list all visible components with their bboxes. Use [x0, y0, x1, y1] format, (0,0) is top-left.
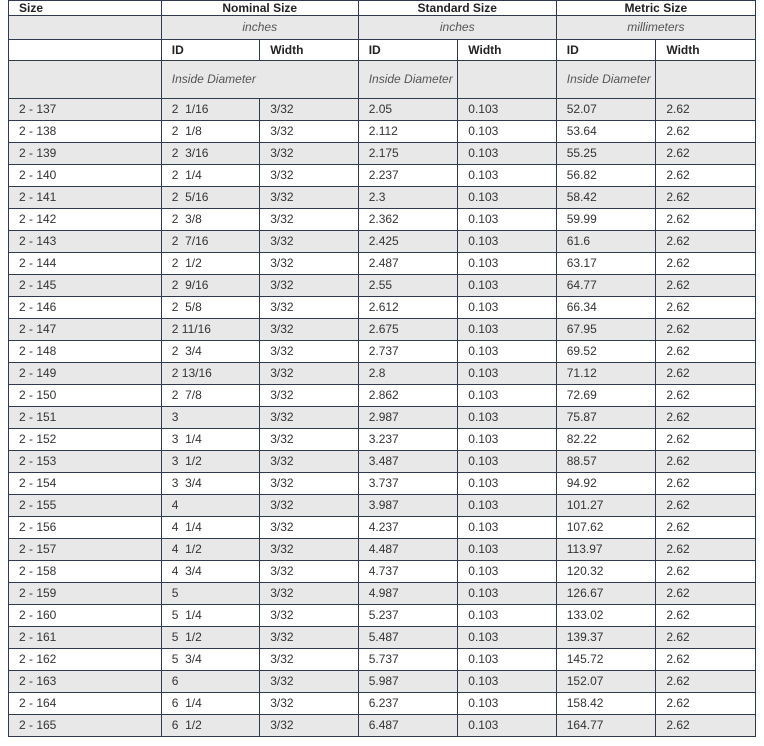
- standard-width-cell: 0.103: [458, 253, 556, 275]
- metric-id-cell: 53.64: [556, 121, 656, 143]
- standard-id-cell: 4.237: [358, 517, 458, 539]
- description-row: [9, 61, 756, 99]
- metric-id-cell: 71.12: [556, 363, 656, 385]
- table-row: [9, 715, 756, 737]
- metric-id-cell: 164.77: [556, 715, 656, 737]
- standard-id-cell: 2.3: [358, 187, 458, 209]
- nominal-width-cell: 3/32: [260, 561, 358, 583]
- table-row: [9, 253, 756, 275]
- nominal-width-cell: 3/32: [260, 693, 358, 715]
- nominal-width-cell: 3/32: [260, 539, 358, 561]
- size-cell: 2 - 158: [9, 561, 162, 583]
- metric-id-cell: 69.52: [556, 341, 656, 363]
- table-row: [9, 407, 756, 429]
- nominal-id-cell: 2 3/8: [161, 209, 259, 231]
- standard-size-header: Standard Size: [358, 1, 556, 16]
- standard-width-cell: 0.103: [458, 275, 556, 297]
- table-row: [9, 429, 756, 451]
- metric-id-cell: 82.22: [556, 429, 656, 451]
- size-cell: 2 - 149: [9, 363, 162, 385]
- standard-id-cell: 3.737: [358, 473, 458, 495]
- nominal-size-header: Nominal Size: [161, 1, 358, 16]
- nominal-id-cell: 2 13/16: [161, 363, 259, 385]
- standard-id-cell: 5.237: [358, 605, 458, 627]
- nominal-id-cell: 2 7/16: [161, 231, 259, 253]
- metric-width-cell: 2.62: [656, 341, 756, 363]
- standard-width-cell: 0.103: [458, 693, 556, 715]
- standard-id-cell: 2.862: [358, 385, 458, 407]
- metric-id-cell: 72.69: [556, 385, 656, 407]
- metric-width-cell: 2.62: [656, 209, 756, 231]
- units-blank-cell: [9, 16, 162, 40]
- standard-id-cell: 2.237: [358, 165, 458, 187]
- nominal-id-cell: 3 1/2: [161, 451, 259, 473]
- metric-id-cell: 107.62: [556, 517, 656, 539]
- table-row: [9, 209, 756, 231]
- nominal-width-cell: 3/32: [260, 165, 358, 187]
- standard-width-cell: 0.103: [458, 539, 556, 561]
- standard-width-cell: 0.103: [458, 627, 556, 649]
- size-cell: 2 - 150: [9, 385, 162, 407]
- standard-id-cell: 6.487: [358, 715, 458, 737]
- metric-id-cell: 58.42: [556, 187, 656, 209]
- metric-width-cell: 2.62: [656, 187, 756, 209]
- metric-width-cell: 2.62: [656, 561, 756, 583]
- table-row: [9, 363, 756, 385]
- description-blank-cell: [9, 61, 162, 99]
- metric-id-cell: 126.67: [556, 583, 656, 605]
- size-cell: 2 - 160: [9, 605, 162, 627]
- standard-width-cell: 0.103: [458, 231, 556, 253]
- nominal-id-description: Inside Diameter: [161, 61, 358, 99]
- size-cell: 2 - 163: [9, 671, 162, 693]
- standard-width-cell: 0.103: [458, 429, 556, 451]
- standard-id-cell: 3.237: [358, 429, 458, 451]
- standard-width-cell: 0.103: [458, 341, 556, 363]
- nominal-id-cell: 2 3/16: [161, 143, 259, 165]
- nominal-width-cell: 3/32: [260, 517, 358, 539]
- nominal-width-cell: 3/32: [260, 473, 358, 495]
- nominal-width-cell: 3/32: [260, 429, 358, 451]
- table-row: [9, 275, 756, 297]
- metric-width-cell: 2.62: [656, 319, 756, 341]
- subheader-row: [9, 40, 756, 61]
- metric-width-cell: 2.62: [656, 253, 756, 275]
- standard-id-cell: 4.737: [358, 561, 458, 583]
- table-row: [9, 583, 756, 605]
- table-row: [9, 473, 756, 495]
- standard-units: inches: [358, 16, 556, 40]
- metric-width-cell: 2.62: [656, 231, 756, 253]
- table-row: [9, 517, 756, 539]
- nominal-width-cell: 3/32: [260, 187, 358, 209]
- metric-width-cell: 2.62: [656, 165, 756, 187]
- nominal-id-cell: 2 1/16: [161, 99, 259, 121]
- nominal-width-cell: 3/32: [260, 451, 358, 473]
- metric-id-cell: 120.32: [556, 561, 656, 583]
- standard-id-cell: 2.8: [358, 363, 458, 385]
- standard-width-description-blank: [458, 61, 556, 99]
- standard-id-cell: 4.987: [358, 583, 458, 605]
- nominal-id-cell: 2 5/16: [161, 187, 259, 209]
- standard-id-cell: 5.987: [358, 671, 458, 693]
- metric-width-cell: 2.62: [656, 99, 756, 121]
- metric-width-cell: 2.62: [656, 693, 756, 715]
- nominal-width-cell: 3/32: [260, 231, 358, 253]
- header-row: [9, 1, 756, 16]
- nominal-id-cell: 2 11/16: [161, 319, 259, 341]
- metric-id-cell: 67.95: [556, 319, 656, 341]
- table-row: [9, 165, 756, 187]
- size-cell: 2 - 155: [9, 495, 162, 517]
- metric-width-cell: 2.62: [656, 451, 756, 473]
- metric-width-cell: 2.62: [656, 627, 756, 649]
- metric-width-cell: 2.62: [656, 121, 756, 143]
- standard-width-cell: 0.103: [458, 451, 556, 473]
- metric-width-cell: 2.62: [656, 385, 756, 407]
- nominal-id-cell: 5: [161, 583, 259, 605]
- size-cell: 2 - 141: [9, 187, 162, 209]
- standard-id-cell: 2.987: [358, 407, 458, 429]
- standard-id-cell: 2.487: [358, 253, 458, 275]
- nominal-width-header: Width: [260, 40, 358, 61]
- nominal-id-cell: 4: [161, 495, 259, 517]
- metric-id-cell: 52.07: [556, 99, 656, 121]
- size-cell: 2 - 161: [9, 627, 162, 649]
- standard-width-cell: 0.103: [458, 165, 556, 187]
- size-cell: 2 - 164: [9, 693, 162, 715]
- standard-width-cell: 0.103: [458, 671, 556, 693]
- nominal-width-cell: 3/32: [260, 297, 358, 319]
- table-row: [9, 693, 756, 715]
- nominal-width-cell: 3/32: [260, 495, 358, 517]
- nominal-id-header: ID: [161, 40, 259, 61]
- table-row: [9, 187, 756, 209]
- standard-id-cell: 2.05: [358, 99, 458, 121]
- nominal-id-cell: 4 3/4: [161, 561, 259, 583]
- size-cell: 2 - 138: [9, 121, 162, 143]
- size-cell: 2 - 153: [9, 451, 162, 473]
- standard-id-header: ID: [358, 40, 458, 61]
- nominal-width-cell: 3/32: [260, 627, 358, 649]
- standard-width-cell: 0.103: [458, 605, 556, 627]
- metric-width-cell: 2.62: [656, 671, 756, 693]
- standard-id-cell: 3.487: [358, 451, 458, 473]
- standard-width-cell: 0.103: [458, 649, 556, 671]
- metric-id-cell: 64.77: [556, 275, 656, 297]
- metric-width-cell: 2.62: [656, 605, 756, 627]
- size-cell: 2 - 162: [9, 649, 162, 671]
- nominal-id-cell: 2 1/8: [161, 121, 259, 143]
- metric-width-cell: 2.62: [656, 297, 756, 319]
- table-row: [9, 451, 756, 473]
- standard-id-cell: 2.612: [358, 297, 458, 319]
- size-cell: 2 - 148: [9, 341, 162, 363]
- metric-size-header: Metric Size: [556, 1, 755, 16]
- metric-id-cell: 66.34: [556, 297, 656, 319]
- standard-id-cell: 2.737: [358, 341, 458, 363]
- table-row: [9, 231, 756, 253]
- metric-id-cell: 158.42: [556, 693, 656, 715]
- size-cell: 2 - 140: [9, 165, 162, 187]
- nominal-width-cell: 3/32: [260, 99, 358, 121]
- nominal-id-cell: 2 9/16: [161, 275, 259, 297]
- nominal-id-cell: 5 3/4: [161, 649, 259, 671]
- metric-id-cell: 139.37: [556, 627, 656, 649]
- standard-width-cell: 0.103: [458, 319, 556, 341]
- standard-width-cell: 0.103: [458, 473, 556, 495]
- metric-id-cell: 152.07: [556, 671, 656, 693]
- standard-id-cell: 2.175: [358, 143, 458, 165]
- standard-width-cell: 0.103: [458, 209, 556, 231]
- standard-width-cell: 0.103: [458, 495, 556, 517]
- size-cell: 2 - 144: [9, 253, 162, 275]
- nominal-id-cell: 3: [161, 407, 259, 429]
- size-cell: 2 - 145: [9, 275, 162, 297]
- metric-id-cell: 101.27: [556, 495, 656, 517]
- metric-width-header: Width: [656, 40, 756, 61]
- nominal-width-cell: 3/32: [260, 671, 358, 693]
- size-header: Size: [9, 1, 162, 16]
- nominal-id-cell: 2 3/4: [161, 341, 259, 363]
- size-cell: 2 - 137: [9, 99, 162, 121]
- metric-id-cell: 55.25: [556, 143, 656, 165]
- size-cell: 2 - 142: [9, 209, 162, 231]
- standard-width-cell: 0.103: [458, 187, 556, 209]
- nominal-width-cell: 3/32: [260, 363, 358, 385]
- size-cell: 2 - 151: [9, 407, 162, 429]
- table-row: [9, 605, 756, 627]
- standard-id-cell: 5.737: [358, 649, 458, 671]
- nominal-id-cell: 2 5/8: [161, 297, 259, 319]
- standard-width-cell: 0.103: [458, 121, 556, 143]
- table-row: [9, 627, 756, 649]
- metric-id-cell: 88.57: [556, 451, 656, 473]
- nominal-width-cell: 3/32: [260, 385, 358, 407]
- metric-id-cell: 113.97: [556, 539, 656, 561]
- metric-width-cell: 2.62: [656, 583, 756, 605]
- metric-width-description-blank: [656, 61, 756, 99]
- nominal-width-cell: 3/32: [260, 209, 358, 231]
- o-ring-size-table: [8, 0, 756, 737]
- standard-id-description: Inside Diameter: [358, 61, 458, 99]
- nominal-width-cell: 3/32: [260, 341, 358, 363]
- nominal-id-cell: 6 1/4: [161, 693, 259, 715]
- metric-width-cell: 2.62: [656, 649, 756, 671]
- metric-id-cell: 94.92: [556, 473, 656, 495]
- table-row: [9, 671, 756, 693]
- nominal-id-cell: 2 7/8: [161, 385, 259, 407]
- standard-width-cell: 0.103: [458, 715, 556, 737]
- nominal-width-cell: 3/32: [260, 319, 358, 341]
- table-row: [9, 341, 756, 363]
- standard-width-cell: 0.103: [458, 297, 556, 319]
- standard-width-cell: 0.103: [458, 363, 556, 385]
- size-cell: 2 - 152: [9, 429, 162, 451]
- nominal-width-cell: 3/32: [260, 253, 358, 275]
- metric-id-cell: 59.99: [556, 209, 656, 231]
- nominal-width-cell: 3/32: [260, 605, 358, 627]
- standard-id-cell: 2.425: [358, 231, 458, 253]
- size-cell: 2 - 156: [9, 517, 162, 539]
- standard-id-cell: 2.112: [358, 121, 458, 143]
- metric-width-cell: 2.62: [656, 473, 756, 495]
- metric-width-cell: 2.62: [656, 539, 756, 561]
- nominal-width-cell: 3/32: [260, 121, 358, 143]
- table-row: [9, 319, 756, 341]
- table-row: [9, 649, 756, 671]
- subheader-blank-cell: [9, 40, 162, 61]
- nominal-units: inches: [161, 16, 358, 40]
- table-row: [9, 561, 756, 583]
- standard-id-cell: 3.987: [358, 495, 458, 517]
- standard-width-cell: 0.103: [458, 517, 556, 539]
- metric-width-cell: 2.62: [656, 275, 756, 297]
- metric-id-cell: 61.6: [556, 231, 656, 253]
- metric-id-description: Inside Diameter: [556, 61, 656, 99]
- size-cell: 2 - 159: [9, 583, 162, 605]
- standard-width-cell: 0.103: [458, 99, 556, 121]
- nominal-id-cell: 2 1/2: [161, 253, 259, 275]
- metric-width-cell: 2.62: [656, 407, 756, 429]
- nominal-width-cell: 3/32: [260, 143, 358, 165]
- nominal-id-cell: 5 1/2: [161, 627, 259, 649]
- table-row: [9, 297, 756, 319]
- standard-id-cell: 5.487: [358, 627, 458, 649]
- standard-width-cell: 0.103: [458, 583, 556, 605]
- size-cell: 2 - 157: [9, 539, 162, 561]
- metric-id-cell: 145.72: [556, 649, 656, 671]
- metric-id-header: ID: [556, 40, 656, 61]
- size-cell: 2 - 139: [9, 143, 162, 165]
- standard-width-header: Width: [458, 40, 556, 61]
- nominal-id-cell: 4 1/2: [161, 539, 259, 561]
- size-cell: 2 - 165: [9, 715, 162, 737]
- metric-width-cell: 2.62: [656, 517, 756, 539]
- nominal-id-cell: 6 1/2: [161, 715, 259, 737]
- table-row: [9, 143, 756, 165]
- standard-id-cell: 2.362: [358, 209, 458, 231]
- metric-id-cell: 75.87: [556, 407, 656, 429]
- metric-width-cell: 2.62: [656, 363, 756, 385]
- nominal-width-cell: 3/32: [260, 715, 358, 737]
- nominal-width-cell: 3/32: [260, 583, 358, 605]
- standard-id-cell: 6.237: [358, 693, 458, 715]
- size-cell: 2 - 143: [9, 231, 162, 253]
- standard-width-cell: 0.103: [458, 561, 556, 583]
- standard-width-cell: 0.103: [458, 385, 556, 407]
- units-row: [9, 16, 756, 40]
- standard-width-cell: 0.103: [458, 407, 556, 429]
- metric-width-cell: 2.62: [656, 429, 756, 451]
- nominal-id-cell: 3 1/4: [161, 429, 259, 451]
- nominal-width-cell: 3/32: [260, 275, 358, 297]
- nominal-width-cell: 3/32: [260, 649, 358, 671]
- size-cell: 2 - 147: [9, 319, 162, 341]
- metric-width-cell: 2.62: [656, 143, 756, 165]
- metric-units: millimeters: [556, 16, 755, 40]
- table-row: [9, 539, 756, 561]
- standard-id-cell: 2.675: [358, 319, 458, 341]
- standard-id-cell: 4.487: [358, 539, 458, 561]
- table-row: [9, 385, 756, 407]
- size-cell: 2 - 154: [9, 473, 162, 495]
- standard-id-cell: 2.55: [358, 275, 458, 297]
- metric-id-cell: 56.82: [556, 165, 656, 187]
- nominal-id-cell: 5 1/4: [161, 605, 259, 627]
- table-row: [9, 121, 756, 143]
- metric-width-cell: 2.62: [656, 495, 756, 517]
- nominal-width-cell: 3/32: [260, 407, 358, 429]
- table-row: [9, 99, 756, 121]
- table-row: [9, 495, 756, 517]
- nominal-id-cell: 4 1/4: [161, 517, 259, 539]
- size-cell: 2 - 146: [9, 297, 162, 319]
- nominal-id-cell: 6: [161, 671, 259, 693]
- standard-width-cell: 0.103: [458, 143, 556, 165]
- nominal-id-cell: 3 3/4: [161, 473, 259, 495]
- metric-width-cell: 2.62: [656, 715, 756, 737]
- metric-id-cell: 63.17: [556, 253, 656, 275]
- metric-id-cell: 133.02: [556, 605, 656, 627]
- nominal-id-cell: 2 1/4: [161, 165, 259, 187]
